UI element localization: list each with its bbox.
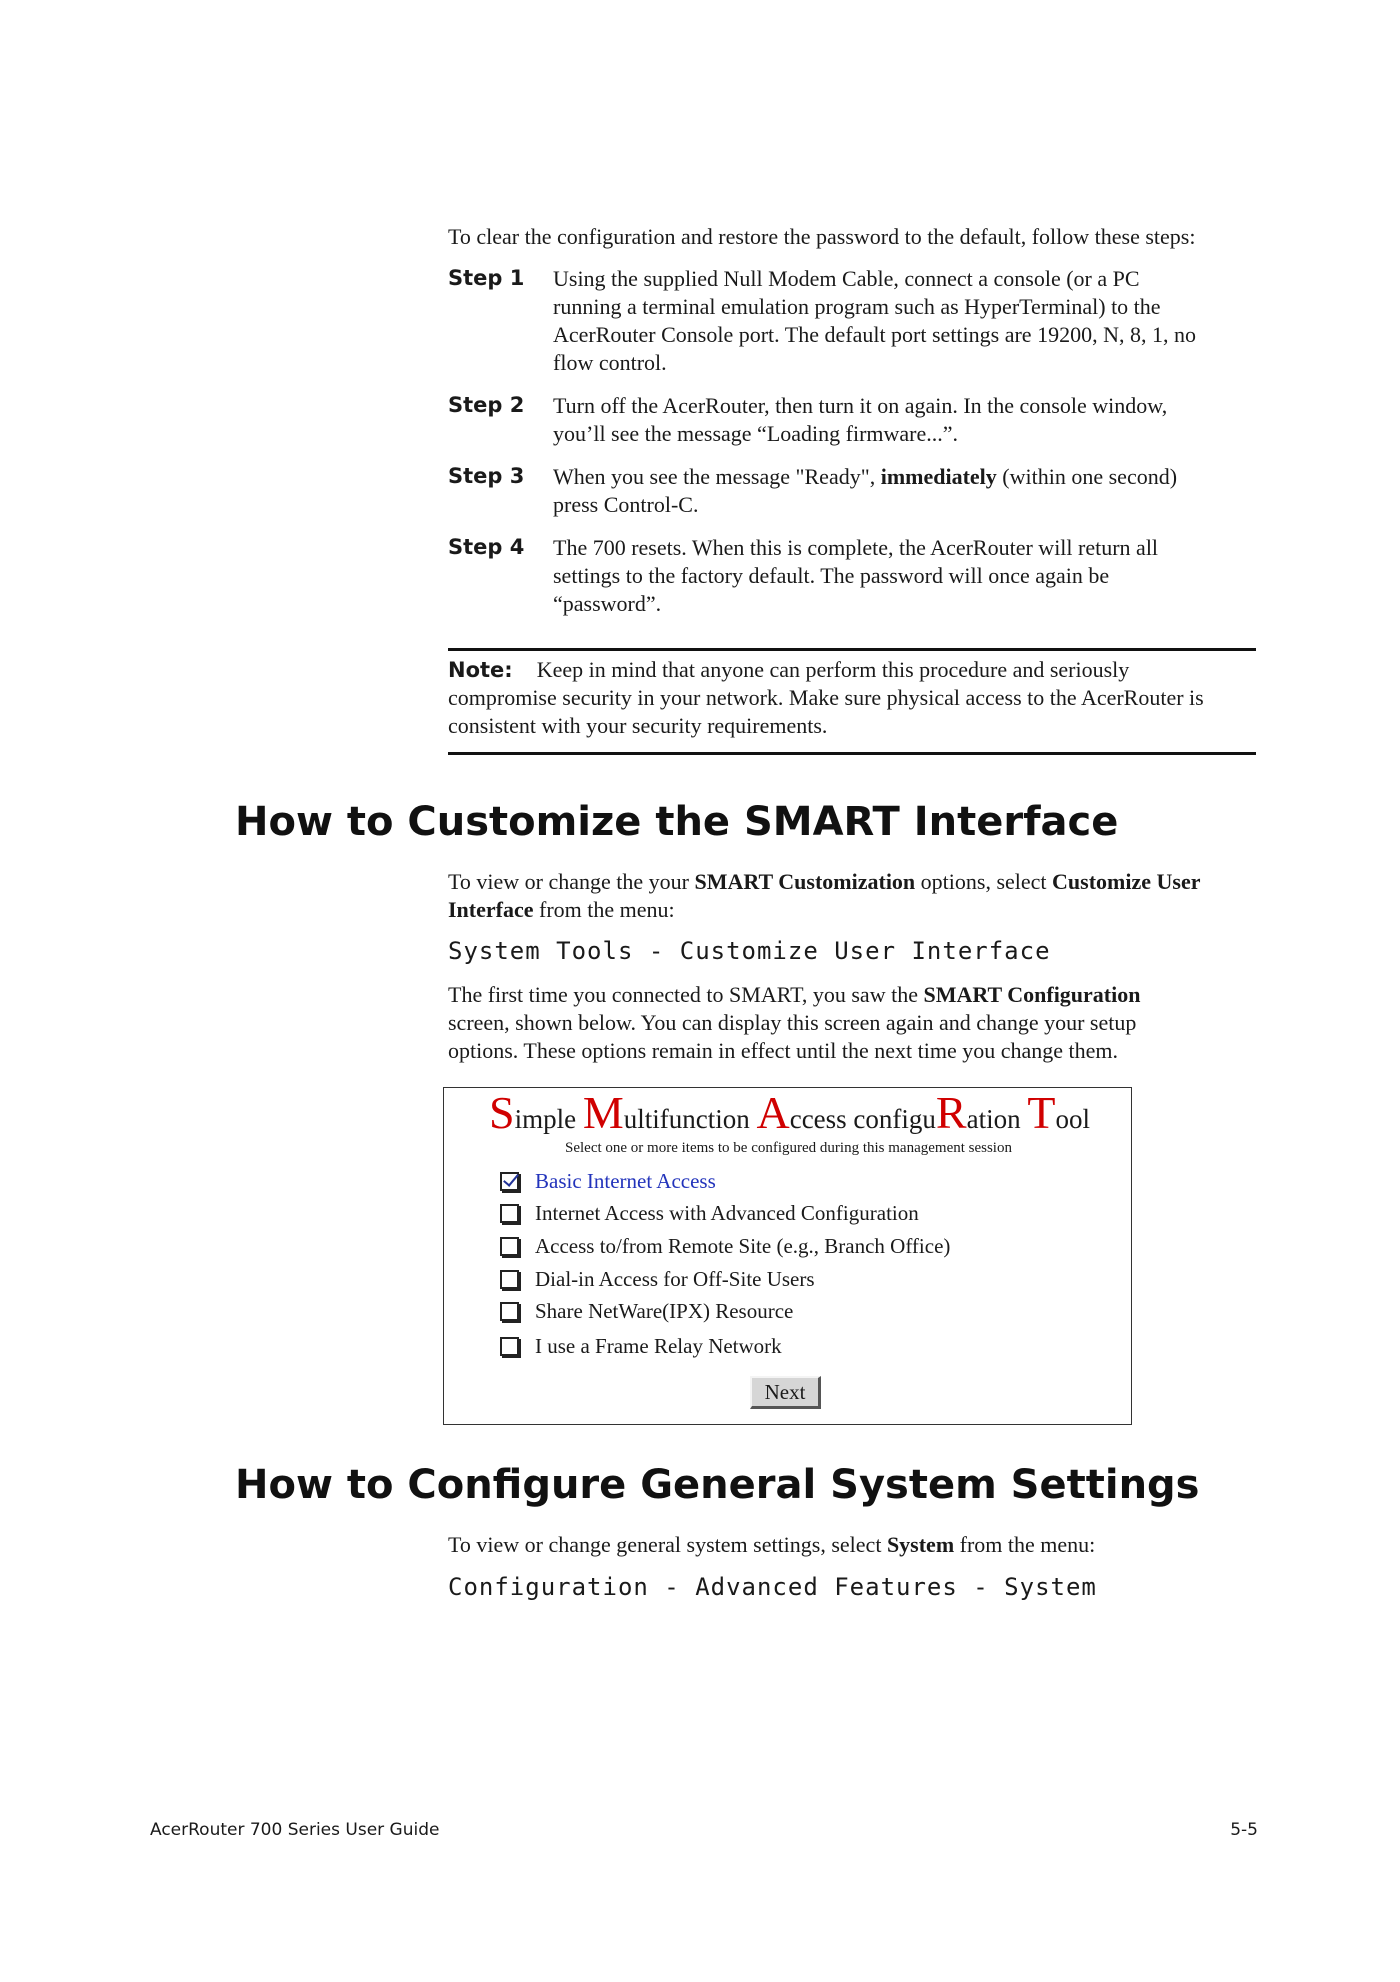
menu-path-customize: System Tools - Customize User Interface — [448, 937, 1051, 965]
option-label: Access to/from Remote Site (e.g., Branch Office) — [535, 1234, 951, 1258]
step-1-line: flow control. — [553, 350, 667, 375]
step-3-text-b: (within one second) — [996, 464, 1178, 489]
option-label: I use a Frame Relay Network — [535, 1334, 782, 1358]
step-4-line: settings to the factory default. The password will once again be — [553, 563, 1110, 588]
step-1-label: Step 1 — [448, 266, 525, 290]
option-advanced-configuration[interactable] — [500, 1201, 919, 1226]
system-term: System — [886, 1532, 955, 1557]
text-run: The first time you connected to SMART, you saw the — [448, 982, 924, 1007]
checkbox[interactable] — [500, 1237, 519, 1256]
text-run: To view or change general system settings, select — [448, 1532, 887, 1557]
smart-config-paragraph — [448, 981, 1268, 1065]
step-2-line: you’ll see the message “Loading firmware...”. — [553, 421, 959, 446]
option-frame-relay[interactable] — [500, 1334, 782, 1359]
title-initial: A — [756, 1087, 790, 1138]
option-dial-in-access[interactable] — [500, 1267, 815, 1292]
step-3-emphasis: immediately — [880, 464, 997, 489]
smart-customization-term: SMART Customization — [694, 869, 916, 894]
title-initial: M — [582, 1087, 624, 1138]
menu-item-term: Interface — [448, 897, 534, 922]
checkbox[interactable] — [500, 1270, 519, 1289]
system-settings-paragraph — [448, 1531, 1268, 1559]
note-text: Keep in mind that anyone can perform this procedure and seriously — [536, 657, 1130, 682]
title-word: imple — [514, 1104, 583, 1134]
note-block — [448, 656, 1268, 740]
checkbox-checked[interactable] — [500, 1172, 519, 1191]
text-run: from the menu: — [533, 897, 675, 922]
title-initial: T — [1027, 1087, 1056, 1138]
title-word: ool — [1055, 1104, 1090, 1134]
smart-configuration-term: SMART Configuration — [923, 982, 1141, 1007]
smart-configuration-screen — [443, 1087, 1132, 1425]
step-4-text — [553, 534, 1253, 618]
note-line: consistent with your security requirements. — [448, 713, 828, 738]
menu-item-term: Customize User — [1052, 869, 1201, 894]
option-label: Basic Internet Access — [535, 1169, 716, 1193]
step-2-text — [553, 392, 1253, 448]
menu-path-system: Configuration - Advanced Features - System — [448, 1573, 1097, 1601]
section-heading-customize: How to Customize the SMART Interface — [235, 799, 1119, 845]
title-word: ation — [966, 1104, 1028, 1134]
customize-line — [448, 868, 1268, 896]
next-button[interactable]: Next — [750, 1376, 821, 1409]
step-4-line: “password”. — [553, 591, 662, 616]
text-run: To view or change the your — [448, 869, 695, 894]
title-word: ccess configu — [789, 1104, 936, 1134]
checkbox[interactable] — [500, 1204, 519, 1223]
text-run: options, select — [915, 869, 1053, 894]
step-2-line: Turn off the AcerRouter, then turn it on again. In the console window, — [553, 393, 1168, 418]
option-label: Internet Access with Advanced Configuration — [535, 1201, 919, 1225]
note-line — [448, 656, 1268, 684]
option-basic-internet-access[interactable] — [500, 1169, 716, 1194]
option-share-netware[interactable] — [500, 1299, 793, 1324]
title-initial: R — [935, 1087, 967, 1138]
customize-line — [448, 896, 1268, 924]
step-3-label: Step 3 — [448, 464, 525, 488]
note-label: Note: — [448, 658, 513, 682]
step-3-text — [553, 463, 1253, 519]
step-3-line — [553, 463, 1253, 491]
step-3-line: press Control-C. — [553, 492, 699, 517]
note-line: compromise security in your network. Make sure physical access to the AcerRouter is — [448, 685, 1204, 710]
intro-text: To clear the configuration and restore the password to the default, follow these steps: — [448, 224, 1196, 249]
step-3-text-a: When you see the message "Ready", — [553, 464, 881, 489]
customize-paragraph — [448, 868, 1268, 924]
note-top-rule — [448, 648, 1256, 651]
checkbox[interactable] — [500, 1302, 519, 1321]
option-remote-site[interactable] — [500, 1234, 950, 1259]
smart-config-line: screen, shown below. You can display this screen again and change your setup — [448, 1010, 1137, 1035]
step-2-label: Step 2 — [448, 393, 525, 417]
step-1-line: AcerRouter Console port. The default port settings are 19200, N, 8, 1, no — [553, 322, 1196, 347]
step-1-text — [553, 265, 1253, 377]
smart-subtitle: Select one or more items to be configured during this management session — [565, 1140, 1012, 1156]
note-bottom-rule — [448, 752, 1256, 755]
page-number: 5-5 — [1230, 1820, 1258, 1840]
step-4-label: Step 4 — [448, 535, 525, 559]
smart-title — [489, 1087, 1090, 1138]
step-4-line: The 700 resets. When this is complete, the AcerRouter will return all — [553, 535, 1159, 560]
option-label: Dial-in Access for Off-Site Users — [535, 1267, 815, 1291]
section-heading-system-settings: How to Configure General System Settings — [235, 1462, 1200, 1508]
smart-config-line — [448, 981, 1268, 1009]
checkbox[interactable] — [500, 1337, 519, 1356]
title-word: ultifunction — [623, 1104, 757, 1134]
smart-config-line: options. These options remain in effect until the next time you change them. — [448, 1038, 1119, 1063]
text-run: from the menu: — [954, 1532, 1096, 1557]
step-1-line: Using the supplied Null Modem Cable, connect a console (or a PC — [553, 266, 1140, 291]
title-initial: S — [489, 1087, 515, 1138]
option-label: Share NetWare(IPX) Resource — [535, 1299, 794, 1323]
footer-title: AcerRouter 700 Series User Guide — [150, 1820, 440, 1840]
step-1-line: running a terminal emulation program such as HyperTerminal) to the — [553, 294, 1161, 319]
